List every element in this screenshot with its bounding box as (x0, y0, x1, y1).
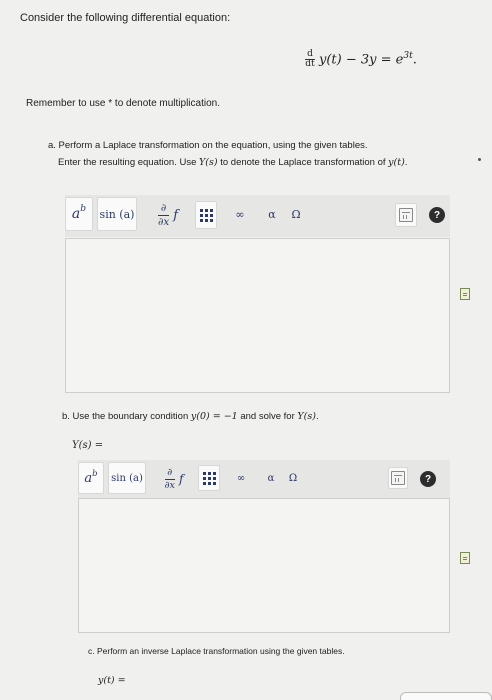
help-icon: ? (420, 471, 436, 487)
help-icon: ? (429, 207, 445, 223)
infinity-button[interactable]: ∞ (236, 472, 246, 484)
partial-derivative-button[interactable]: ∂ ∂x f (164, 466, 184, 491)
answer-editor-b[interactable] (78, 498, 450, 633)
infinity-button[interactable]: ∞ (235, 207, 245, 221)
bottom-toolbar-edge (400, 692, 492, 700)
matrix-button[interactable] (195, 201, 217, 229)
answer-editor-a[interactable] (65, 238, 450, 393)
power-button[interactable]: a b (65, 197, 93, 231)
trash-icon (399, 208, 413, 222)
help-button[interactable] (418, 469, 438, 489)
power-button[interactable]: a b (78, 462, 104, 494)
trash-button[interactable] (395, 203, 417, 227)
part-b-instructions: b. Use the boundary condition y(0) = −1 and solve for Y(s). (62, 411, 319, 422)
alpha-button[interactable]: α (268, 207, 276, 221)
notes-icon[interactable] (460, 552, 470, 564)
notes-icon[interactable] (460, 288, 470, 300)
part-a-instructions (48, 137, 407, 171)
equation-body: y(t) − 3y = e (319, 52, 404, 68)
matrix-button[interactable] (198, 465, 220, 491)
omega-button[interactable]: Ω (291, 207, 301, 221)
equation-exponent: 3t (403, 51, 413, 62)
math-toolbar-b (78, 460, 450, 498)
sin-button[interactable]: sin (a) (108, 462, 146, 494)
sin-button[interactable]: sin (a) (97, 197, 137, 231)
yt-answer-label: y(t) = (98, 675, 126, 686)
differential-equation: $\frac{d}{dt}$ $y(t) - 3y = e^{3t}$. (305, 49, 417, 69)
help-button[interactable] (427, 205, 447, 225)
math-toolbar-a (65, 195, 450, 237)
question-title: Consider the following differential equation: (20, 12, 231, 24)
matrix-icon (203, 472, 216, 485)
partial-derivative-button[interactable]: ∂ ∂x f (157, 202, 179, 228)
stray-dot (478, 158, 481, 161)
part-a-line1: a. Perform a Laplace transformation on the equation, using the given tables. (48, 140, 368, 151)
multiplication-reminder: Remember to use * to denote multiplication. (26, 98, 220, 109)
derivative-fraction: $\frac{d}{dt}$ (305, 49, 315, 69)
part-c-instructions: c. Perform an inverse Laplace transformation using the given tables. (88, 646, 345, 656)
ys-answer-label: Y(s) = (72, 440, 104, 451)
trash-button[interactable] (388, 467, 408, 489)
trash-icon (391, 471, 405, 485)
matrix-icon (200, 209, 213, 222)
part-a-line2: Enter the resulting equation. Use Y(s) to denote the Laplace transformation of y(t). (58, 157, 408, 168)
alpha-button[interactable]: α (267, 472, 275, 484)
omega-button[interactable]: Ω (288, 472, 298, 484)
